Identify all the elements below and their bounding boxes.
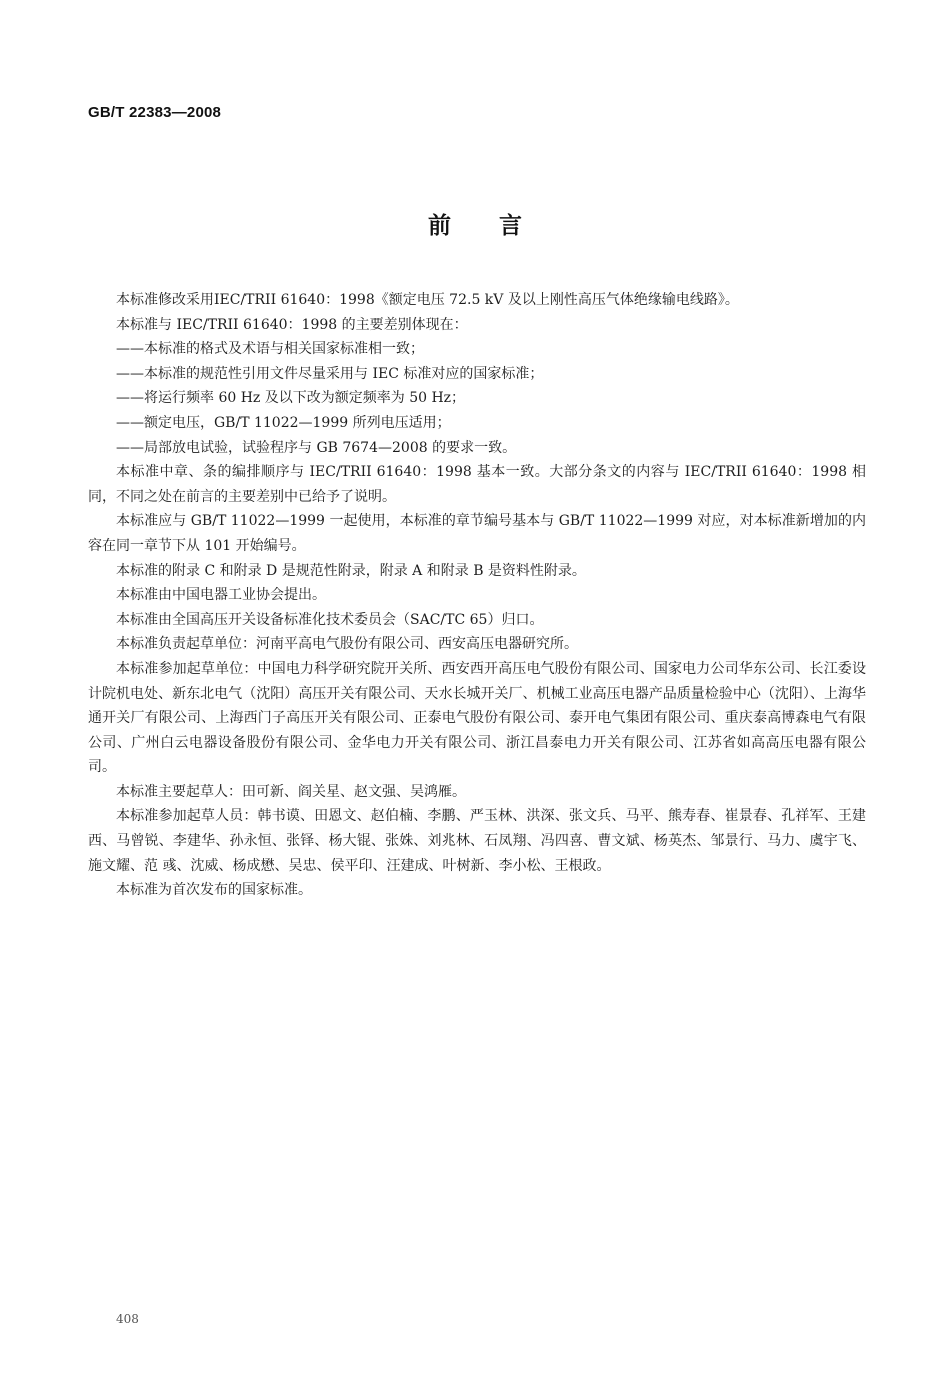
paragraph: 本标准参加起草人员：韩书谟、田恩文、赵伯楠、李鹏、严玉林、洪深、张文兵、马平、熊寿春、崔景春、孔祥军、王建西、马曾锐、李建华、孙永恒、张铎、杨大锟、张姝、刘兆林、石凤翔、冯四喜、曹文斌、杨英杰、邹景行、马力、虞宇飞、施文耀、范 彧、沈威、杨成懋、吴忠、侯平印、汪建成、叶树新、李小松、王根政。 [88,808,866,874]
paragraph: 本标准的附录 C 和附录 D 是规范性附录，附录 A 和附录 B 是资料性附录。 [116,562,586,579]
paragraph: 本标准应与 GB/T 11022—1999 一起使用，本标准的章节编号基本与 GB/T 11022—1999 对应，对本标准新增加的内容在同一章节下从 101 开始编号。 [88,513,866,554]
paragraph: 本标准由中国电器工业协会提出。 [116,587,326,604]
paragraph: 本标准与 IEC/TRII 61640：1998 的主要差别体现在： [116,316,468,333]
paragraph: 本标准负责起草单位：河南平高电气股份有限公司、西安高压电器研究所。 [116,636,578,653]
page-title [0,207,950,240]
list-item: ——本标准的格式及术语与相关国家标准相一致； [116,341,424,358]
paragraph: 本标准由全国高压开关设备标准化技术委员会（SAC/TC 65）归口。 [116,611,544,628]
paragraph: 本标准主要起草人：田可新、阎关星、赵文强、吴鸿雁。 [116,783,466,800]
list-item: ——将运行频率 60 Hz 及以下改为额定频率为 50 Hz； [116,390,466,407]
title-part-2: 言 [499,213,522,239]
paragraph: 本标准修改采用IEC/TRII 61640：1998《额定电压 72.5 kV 及以上刚性高压气体绝缘输电线路》。 [116,292,739,308]
page-number: 408 [116,1312,139,1326]
list-item: ——额定电压，GB/T 11022—1999 所列电压适用； [116,414,451,431]
list-item: ——本标准的规范性引用文件尽量采用与 IEC 标准对应的国家标准； [116,365,544,382]
paragraph: 本标准中章、条的编排顺序与 IEC/TRII 61640：1998 基本一致。大部分条文的内容与 IEC/TRII 61640：1998 相同，不同之处在前言的主要差别中已给予了说明。 [88,464,866,505]
title-part-1: 前 [428,213,451,239]
paragraph: 本标准为首次发布的国家标准。 [116,882,312,899]
paragraph: 本标准参加起草单位：中国电力科学研究院开关所、西安西开高压电气股份有限公司、国家电力公司华东公司、长江委设计院机电处、新东北电气（沈阳）高压开关有限公司、天水长城开关厂、机械工业高压电器产品质量检验中心（沈阳）、上海华通开关厂有限公司、上海西门子高压开关有限公司、正泰电气股份有限公司、泰开电气集团有限公司、重庆泰高博森电气有限公司、广州白云电器设备股份有限公司、金华电力开关有限公司、浙江昌泰电力开关有限公司、江苏省如高高压电器有限公司。 [88,660,866,776]
foreword-body [88,288,866,903]
standard-code: GB/T 22383—2008 [88,104,222,121]
list-item: ——局部放电试验，试验程序与 GB 7674—2008 的要求一致。 [116,439,517,456]
